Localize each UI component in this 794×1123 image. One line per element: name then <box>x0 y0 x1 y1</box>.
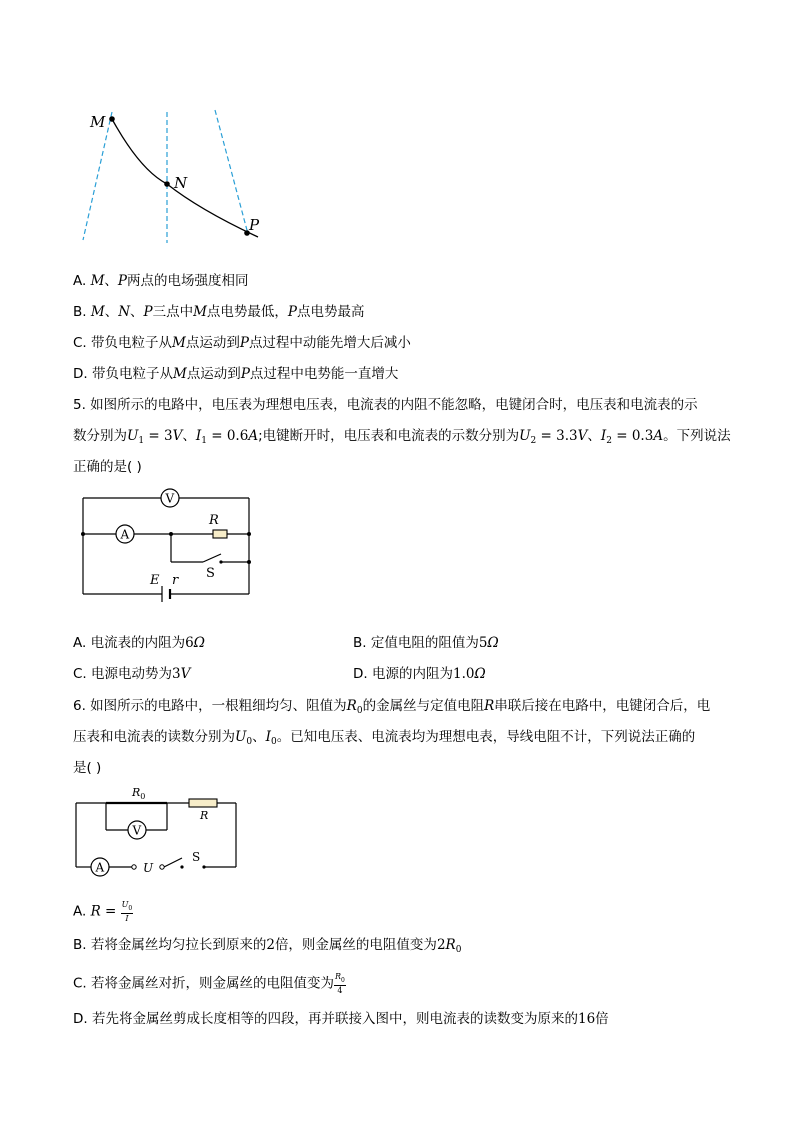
svg-text:E: E <box>150 573 160 588</box>
dashed-field-line-left <box>83 112 112 240</box>
svg-text:S: S <box>206 566 215 581</box>
q6-option-b: B. 若将金属丝均匀拉长到原来的2倍，则金属丝的电阻值变为$2R_0$ <box>73 937 462 955</box>
q4-option-a: A. M、P两点的电场强度相同 <box>73 273 249 289</box>
q6-stem-line3: 是( ) <box>73 760 102 776</box>
svg-text:A: A <box>95 860 105 875</box>
q6-stem-line1: 6. 如图所示的电路中，一根粗细均匀、阻值为$R_0$的金属丝与定值电阻R串联后接在电路中，电键闭合后，电 <box>73 698 711 716</box>
svg-text:r: r <box>172 573 179 588</box>
q5-option-b: B. 定值电阻的阻值为5Ω <box>353 635 499 651</box>
q4-option-c: C. 带负电粒子从M点运动到P点过程中动能先增大后减小 <box>73 335 411 351</box>
q5-stem-line3: 正确的是( ) <box>73 459 142 475</box>
q6-stem-line2: 压表和电流表的读数分别为$U_0$、$I_0$。已知电压表、电流表均为理想电表，导线电阻不计，下列说法正确的 <box>73 729 696 747</box>
q6-circuit-diagram <box>72 785 242 880</box>
q5-stem-line2: 数分别为$U_1 = 3V$、$I_1 = 0.6A$;电键断开时，电压表和电流表的示数分别为$U_2 = 3.3V$、$I_2 = 0.3A$。下列说法 <box>73 428 731 446</box>
resistor-R <box>189 799 217 807</box>
svg-text:S: S <box>192 850 201 864</box>
q5-circuit-diagram <box>78 486 258 606</box>
q4-option-d: D. 带负电粒子从M点运动到P点过程中电势能一直增大 <box>73 366 399 382</box>
point-M <box>109 116 115 122</box>
dashed-field-line-right <box>215 110 248 234</box>
point-N <box>164 181 170 187</box>
svg-text:U: U <box>143 861 154 875</box>
q6-option-c: C. 若将金属丝对折，则金属丝的电阻值变为 $\frac{R_0}{4}$ <box>73 972 345 995</box>
label-M: M <box>90 113 106 131</box>
fraction-U0-over-I: $\frac{U_0}{I}$ <box>121 900 133 923</box>
svg-text:V: V <box>132 823 142 838</box>
q5-stem-line1: 5. 如图所示的电路中，电压表为理想电压表，电流表的内阻不能忽略，电键闭合时，电压表和电流表的示 <box>73 397 698 413</box>
svg-text:V: V <box>165 491 175 506</box>
svg-text:R0: $R_0$ <box>132 786 146 801</box>
q5-option-d: D. 电源的内阻为1.0Ω <box>353 666 486 682</box>
label-N: N <box>174 174 188 192</box>
field-diagram <box>70 100 270 250</box>
q5-option-c: C. 电源电动势为3V <box>73 666 191 682</box>
q5-option-a: A. 电流表的内阻为6Ω <box>73 635 205 651</box>
q4-option-b: B. M、N、P三点中M点电势最低，P点电势最高 <box>73 304 365 320</box>
fraction-R0-over-4: $\frac{R_0}{4}$ <box>335 972 345 995</box>
label-P: P <box>249 216 260 234</box>
svg-text:R: R <box>200 809 209 822</box>
q6-option-a: A. R = $\frac{U_0}{I}$ <box>73 900 133 923</box>
q6-option-d: D. 若先将金属丝剪成长度相等的四段，再并联接入图中，则电流表的读数变为原来的16倍 <box>73 1011 609 1027</box>
svg-text:A: A <box>120 527 130 542</box>
svg-text:R: R <box>209 513 219 528</box>
resistor-R <box>213 530 227 538</box>
